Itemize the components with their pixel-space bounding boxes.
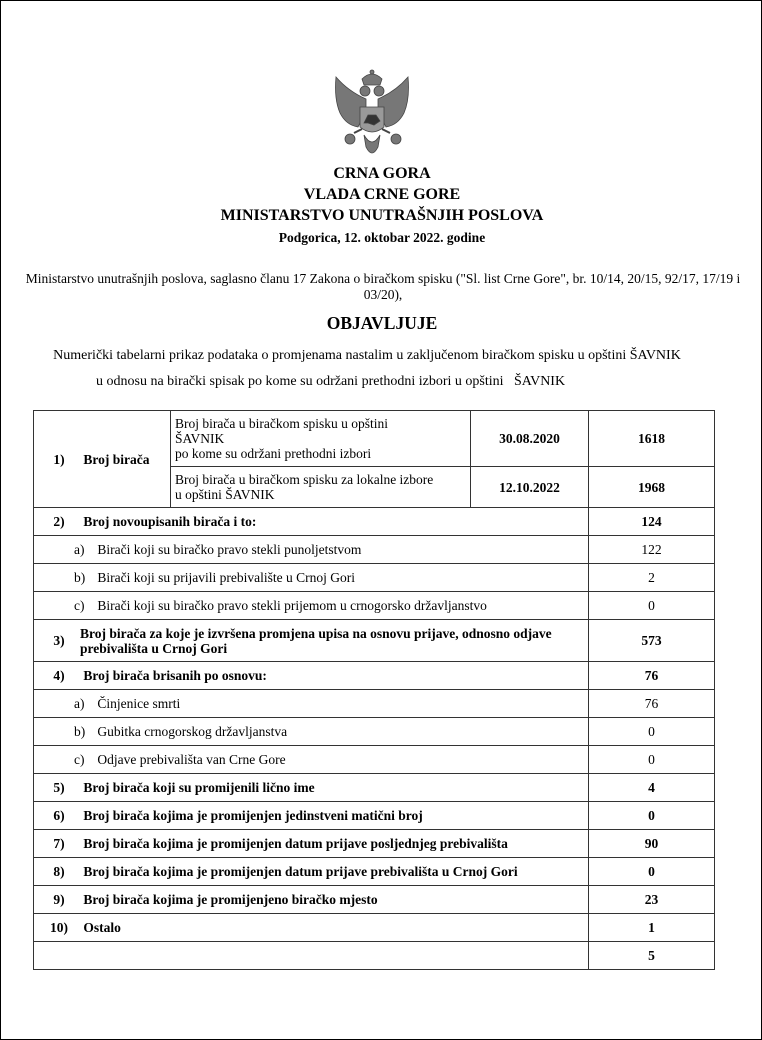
- description-line: Broj birača u biračkom spisku u opštini: [175, 416, 388, 431]
- summary-line-2: u odnosu na birački spisak po kome su održani prethodni izbori u opštini ŠAVNIK: [96, 374, 566, 389]
- row-value: 5: [589, 942, 715, 970]
- row-value: 124: [589, 508, 715, 536]
- row-label-cell: [34, 914, 589, 942]
- table-row: [34, 592, 715, 620]
- row-label-cell: [34, 830, 589, 858]
- government-title: VLADA CRNE GORE: [303, 186, 461, 203]
- subrow-label: Birači koji su biračko pravo stekli punoljetstvom: [97, 542, 362, 557]
- row-number: 10): [50, 920, 68, 935]
- subrow-label: Odjave prebivališta van Crne Gore: [97, 752, 286, 767]
- row-label: Broj birača kojima je promijenjen datum prijave prebivališta u Crnoj Gori: [83, 864, 518, 879]
- row-label: Broj novoupisanih birača i to:: [83, 514, 257, 529]
- table-row: [34, 830, 715, 858]
- row-number: 4): [53, 668, 65, 683]
- table-row: [34, 774, 715, 802]
- row-label: Broj birača brisanih po osnovu:: [83, 668, 267, 683]
- subrow-value: 2: [589, 564, 715, 592]
- subrow-letter: a): [74, 696, 85, 711]
- subrow-value: 76: [589, 690, 715, 718]
- row-number: 9): [53, 892, 65, 907]
- row-value: 573: [589, 620, 715, 662]
- subrow-value: 0: [589, 718, 715, 746]
- row-label-cell: [34, 886, 589, 914]
- table-row: [34, 662, 715, 690]
- subrow-label-cell: [34, 746, 589, 774]
- row-label: Broj birača koji su promijenili lično ime: [83, 780, 315, 795]
- row-label-cell: [34, 802, 589, 830]
- subrow-label: Gubitka crnogorskog državljanstva: [97, 724, 288, 739]
- subrow-letter: b): [74, 570, 86, 585]
- row-label: Ostalo: [83, 920, 121, 935]
- subrow-label-cell: [34, 564, 589, 592]
- changes-table: [33, 410, 715, 970]
- row-number: 8): [53, 864, 65, 879]
- table-row: [34, 746, 715, 774]
- subrow-value: 0: [589, 746, 715, 774]
- table-row: [34, 802, 715, 830]
- subrow-value: 122: [589, 536, 715, 564]
- row-label: Broj birača kojima je promijenjen datum prijave posljednjeg prebivališta: [83, 836, 508, 851]
- coat-of-arms-emblem: [328, 69, 416, 167]
- subrow-letter: c): [74, 752, 85, 767]
- table-row: [34, 886, 715, 914]
- row-label: Broj birača: [83, 451, 150, 467]
- subrow-label-cell: [34, 536, 589, 564]
- description-line: ŠAVNIK: [175, 431, 225, 446]
- row-number: 5): [53, 780, 65, 795]
- description-line: u opštini ŠAVNIK: [175, 487, 275, 502]
- row-value: 4: [589, 774, 715, 802]
- row-label-cell: [34, 662, 589, 690]
- table-row: [34, 564, 715, 592]
- row-label-cell: [34, 620, 589, 662]
- row-value: 1: [589, 914, 715, 942]
- subrow-label: Birači koji su prijavili prebivalište u Crnoj Gori: [97, 570, 355, 585]
- summary-line-1: Numerički tabelarni prikaz podataka o promjenama nastalim u zaključenom biračkom spisku u opštini ŠAVNIK: [53, 348, 681, 363]
- description-line: Broj birača u biračkom spisku za lokalne izbore: [175, 472, 434, 487]
- row-value: 0: [589, 858, 715, 886]
- subrow-letter: c): [74, 598, 85, 613]
- row-label-cell: [34, 774, 589, 802]
- subrow-label-cell: [34, 690, 589, 718]
- table-row: [34, 690, 715, 718]
- empty-label-cell: [34, 942, 589, 970]
- row-number: 3): [53, 633, 65, 648]
- subrow-label-cell: [34, 592, 589, 620]
- intro-paragraph: Ministarstvo unutrašnjih poslova, saglasno članu 17 Zakona o biračkom spisku ("Sl. list Crne Gore", br. 10/14, 20/15, 92/17, 17/19 i 03/20),: [25, 271, 741, 302]
- row-1a-description: [171, 411, 471, 467]
- country-title: CRNA GORA: [333, 165, 431, 182]
- row-value: 0: [589, 802, 715, 830]
- row-label: Broj birača kojima je promijenjen jedinstveni matični broj: [83, 808, 423, 823]
- row-value: 90: [589, 830, 715, 858]
- table-row: [34, 411, 715, 467]
- subrow-letter: b): [74, 724, 86, 739]
- row-1b-value: 1968: [589, 467, 715, 508]
- row-1b-description: [171, 467, 471, 508]
- table-row: [34, 536, 715, 564]
- table-row: [34, 718, 715, 746]
- row-1-label-cell: [34, 411, 171, 508]
- row-number: 2): [53, 514, 65, 529]
- row-label-cell: [34, 858, 589, 886]
- row-value: 76: [589, 662, 715, 690]
- row-number: 7): [53, 836, 65, 851]
- row-number: 6): [53, 808, 65, 823]
- subrow-label-cell: [34, 718, 589, 746]
- announce-heading: OBJAVLJUJE: [326, 313, 438, 333]
- row-1b-date: 12.10.2022: [471, 467, 589, 508]
- description-line: po kome su održani prethodni izbori: [175, 446, 372, 461]
- subrow-value: 0: [589, 592, 715, 620]
- row-number: 1): [53, 451, 65, 467]
- subrow-label: Birači koji su biračko pravo stekli prijemom u crnogorsko državljanstvo: [97, 598, 487, 613]
- row-value: 23: [589, 886, 715, 914]
- row-label: Broj birača za koje je izvršena promjena upisa na osnovu prijave, odnosno odjave prebivališta u Crnoj Gori: [80, 625, 552, 656]
- table-row: [34, 620, 715, 662]
- ministry-title: MINISTARSTVO UNUTRAŠNJIH POSLOVA: [220, 207, 544, 224]
- place-date: Podgorica, 12. oktobar 2022. godine: [278, 230, 486, 245]
- table-row: [34, 508, 715, 536]
- table-row: [34, 942, 715, 970]
- row-1a-date: 30.08.2020: [471, 411, 589, 467]
- table-row: [34, 914, 715, 942]
- subrow-label: Činjenice smrti: [97, 696, 181, 711]
- row-1a-value: 1618: [589, 411, 715, 467]
- table-row: [34, 858, 715, 886]
- row-label: Broj birača kojima je promijenjeno biračko mjesto: [83, 892, 378, 907]
- row-label-cell: [34, 508, 589, 536]
- subrow-letter: a): [74, 542, 85, 557]
